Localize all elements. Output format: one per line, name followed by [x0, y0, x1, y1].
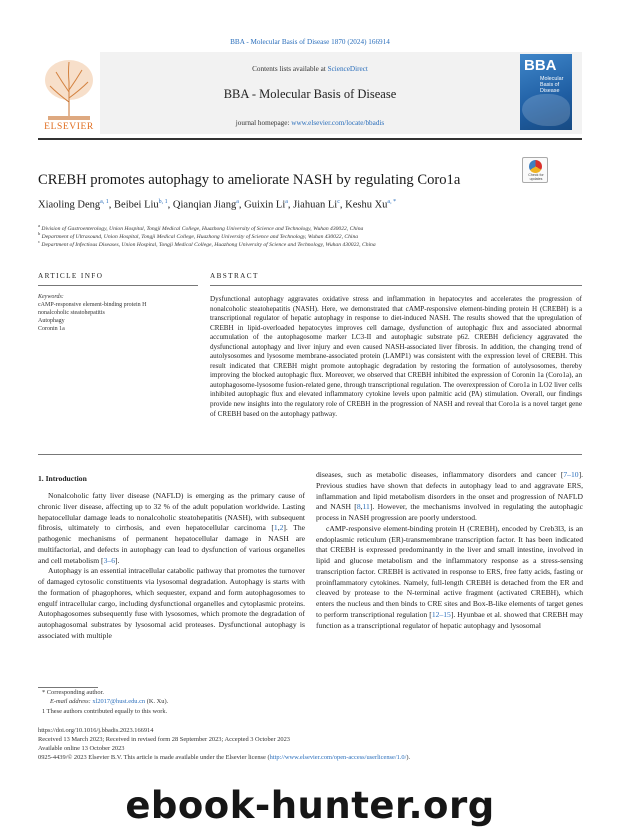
contents-availability: Contents lists available at ScienceDirect: [252, 65, 368, 73]
citation-link[interactable]: 11: [362, 502, 370, 512]
paragraph-text: ]. Previous studies have shown that defects in autophagy lead to and aggravate ERS, inflammation and lipid metabolism disorders in the onset and progression of NAFLD and NASH [: [316, 470, 583, 512]
section-heading-introduction: 1. Introduction: [38, 474, 87, 483]
article-info-divider: [38, 285, 198, 286]
paragraph-text: ]. Hyunbae et al. showed that CREBH may function as a transcriptional regulator of hepatic autophagy and lysosomal: [316, 609, 583, 630]
citation-link[interactable]: 7–10: [563, 470, 579, 479]
license-link[interactable]: http://www.elsevier.com/open-access/userlicense/1.0/: [269, 754, 407, 761]
body-paragraph: [38, 491, 305, 566]
paragraph-text: cAMP-responsive element-binding protein H (CREBH), encoded by Creb3l3, is an endoplasmic reticulum (ER)-transmembrane transcription factor. It has been indicated that CREBH is expressed predominantly in the liver and small intestine, involved in lipid and glucose metabolism and the inflammatory response as a stress-sensing transcription factor. CREBH is activated in response to ERS, free fatty acids, fasting or proinflammatory cytokines. Namely, full-length CREBH is detached from the ER and cleaved by protease to the N-terminal active fragment (activated CREBH), which enters the nucleus and then binds to CRE sites and Box-B-like elements of target genes to perform transcriptional regulation [: [316, 523, 583, 619]
keyword-item: Coronin 1a: [38, 326, 65, 332]
abstract-divider: [210, 285, 582, 286]
keywords-label: Keywords:: [38, 294, 64, 300]
paragraph-text: diseases, such as metabolic diseases, inflammatory disorders and cancer [: [316, 470, 564, 479]
license-statement: 0925-4439/© 2023 Elsevier B.V. This article is made available under the Elsevier license (http://www.elsevier.com/open-access/userlicense/1.0/).: [38, 754, 411, 761]
cover-title: BBA: [524, 57, 557, 74]
citation-link[interactable]: 3–6: [103, 555, 115, 565]
author-affiliation-marker[interactable]: a, *: [387, 199, 397, 205]
author-name[interactable]: Keshu Xu: [345, 199, 388, 211]
author-affiliation-marker[interactable]: c: [337, 199, 340, 205]
watermark-text: ebook-hunter.org: [125, 784, 495, 827]
paragraph-text: ,: [277, 523, 280, 533]
online-date: Available online 13 October 2023: [38, 745, 125, 752]
abstract-bottom-divider: [38, 454, 582, 455]
author-list: Xiaoling Deng$^{a, 1}$, Beibei Liu$^{b, 1}$, Qianqian Jiang$^a$, Guixin Li$^a$, Jiahuan Li$^c$, Keshu $Xu^{a, *}$: [38, 199, 397, 211]
keyword-item: cAMP-responsive element-binding protein H: [38, 302, 147, 308]
email-note: E-mail address: xl2017@hust.edu.cn (K. Xu).: [50, 698, 169, 705]
check-updates-label: Check for updates: [528, 173, 544, 181]
citation-link[interactable]: 1: [273, 523, 278, 533]
journal-homepage-link[interactable]: www.elsevier.com/locate/bbadis: [291, 119, 385, 127]
affiliation-a: $^a$ Division of Gastroenterology, Union Hospital, Tongji Medical College, Huazhong University of Science and Technology, Wuhan 430022, China: [38, 223, 364, 232]
keyword-item: Autophagy: [38, 318, 65, 324]
paragraph-text: ].: [114, 555, 120, 565]
paragraph-text: ]. The pathogenic mechanisms of permanent hepatocellular damage in NASH are multifactorial, and defects in autophagy can lead to dysfunction of various organelles and cell metabolism [: [38, 523, 305, 565]
footnote-divider: [38, 687, 98, 688]
article-title: CREBH promotes autophagy to ameliorate NASH by regulating Coro1a: [38, 172, 461, 188]
body-right-column: [316, 470, 583, 631]
author-name[interactable]: Xiaoling Deng: [38, 199, 101, 211]
check-for-updates-button[interactable]: [522, 157, 548, 183]
body-paragraph: [38, 566, 305, 641]
paragraph-text: Nonalcoholic fatty liver disease (NAFLD) is emerging as the primary cause of chronic liver disease, affecting up to 32 % of the adult population worldwide. Lasting hepatocellular damage leads to nonalcoholic steatohepatitis (NASH), with subsequent fibrosis, ultimately to cirrhosis, and even hepatocellular carcinoma [: [38, 491, 305, 533]
paragraph-text: ,: [360, 502, 363, 512]
author-name[interactable]: Jiahuan Li: [293, 199, 338, 211]
journal-title: BBA - Molecular Basis of Disease: [223, 87, 397, 101]
body-paragraph: [316, 524, 583, 632]
header-divider: [38, 138, 582, 140]
affiliation-c: $^c$ Department of Infectious Diseases, Union Hospital, Tongji Medical College, Huazhong University of Science and Technology, Wuhan 430022, China: [38, 239, 376, 248]
cover-subtitle: Molecular Basis of Disease: [540, 76, 564, 95]
author-name[interactable]: Qianqian Jiang: [172, 199, 237, 211]
article-info-heading: ARTICLE INFO: [38, 272, 104, 280]
citation-link[interactable]: 12–15: [431, 609, 451, 619]
abstract-text: Dysfunctional autophagy aggravates oxidative stress and inflammation in hepatocytes and accelerates the progression of nonalcoholic steatohepatitis (NASH). Here, we demonstrated that cAMP-responsive element-binding protein H (CREBH) is a transcriptional regulator of hepatic autophagy in response to diet-induced NASH. The results showed that the upregulation of CREBH in lipid-overloaded hepatocytes improves cell damage, dysfunction of autophagic flux and associated abnormal accumulation of the autophagosome marker LC3-II and autophagic substrate p62. CREBH deficiency aggravated the dysfunctional autophagy and liver injury and even caused NASH-associated liver fibrosis. In addition, the changing trend of autolysosomes and lysosome membrane-associated protein (LAMP1) was consistent with the expression level of CREBH. This result indicated that CREBH might promote autophagic degradation by restoring the formation of autolysosomes, thereby improving the blocked autophagic flux. Moreover, we observed that CREBH inhibited the expression of Coronin 1a (Coro1a), an autophagosome-lysosome fusion-related gene, through transcriptional regulation. The overexpression of Coro1a in LO2 liver cells inhibited autophagic flux and elevated inflammatory cytokine levels upon palmitic acid (PA) stimulation. Overall, our findings provide new insights into the regulatory role of CREBH in the progression of NASH and reveal that Coro1a is a novel target gene of CREBH based on the autophagy pathway.: [210, 295, 582, 418]
paragraph-text: ]. However, the mechanisms involved in regulating the autophagic process in NASH progression are poorly understood.: [316, 502, 583, 522]
doi-link[interactable]: https://doi.org/10.1016/j.bbadis.2023.166914: [38, 727, 154, 734]
author-name[interactable]: Guixin Li: [244, 199, 286, 211]
author-affiliation-marker[interactable]: a: [285, 199, 288, 205]
author-affiliation-marker[interactable]: b, 1: [158, 199, 168, 205]
cover-illustration: [522, 94, 570, 126]
body-paragraph: [316, 470, 583, 524]
body-left-column: [38, 491, 305, 642]
received-dates: Received 13 March 2023; Received in revised form 28 September 2023; Accepted 3 October 2023: [38, 736, 290, 743]
affiliation-b: $^b$ Department of Ultrasound, Union Hospital, Tongji Medical College, Huazhong University of Science and Technology, Wuhan 430022, China: [38, 231, 359, 240]
keyword-item: nonalcoholic steatohepatitis: [38, 310, 105, 316]
author-affiliation-marker[interactable]: a: [236, 199, 239, 205]
equal-contribution-note: 1 These authors contributed equally to this work.: [42, 708, 168, 715]
author-name[interactable]: Beibei Liu: [114, 199, 159, 211]
journal-reference-link[interactable]: BBA - Molecular Basis of Disease 1870 (2024) 166914: [230, 38, 390, 46]
journal-cover-thumbnail[interactable]: [520, 54, 572, 130]
publisher-wordmark: ELSEVIER: [44, 122, 94, 132]
abstract-heading: ABSTRACT: [210, 272, 259, 280]
email-link[interactable]: xl2017@hust.edu.cn: [92, 698, 146, 705]
sciencedirect-link[interactable]: ScienceDirect: [327, 65, 368, 73]
check-updates-icon: [529, 160, 542, 173]
citation-link[interactable]: 2: [279, 523, 284, 533]
paragraph-text: Autophagy is an essential intracellular catabolic pathway that promotes the turnover of damaged cytosolic constituents via lysosomal degradation. Autophagy is starts with the formation of phagophores, which sequester, expand and form autophagosomes to engulf intracellular cargo, including dysfunctional organelles and cytoplasmic proteins. Autophagosomes subsequently fuse with lysosomes, which promote the degradation of autophagosomal substrates by lysosomal acid proteases. Dysfunctional autophagy is associated with multiple: [38, 566, 305, 640]
journal-homepage: journal homepage: www.elsevier.com/locate/bbadis: [235, 119, 385, 127]
author-affiliation-marker[interactable]: a, 1: [100, 199, 109, 205]
citation-link[interactable]: 8: [356, 502, 361, 512]
corresponding-author-note: * Corresponding author.: [42, 689, 104, 696]
